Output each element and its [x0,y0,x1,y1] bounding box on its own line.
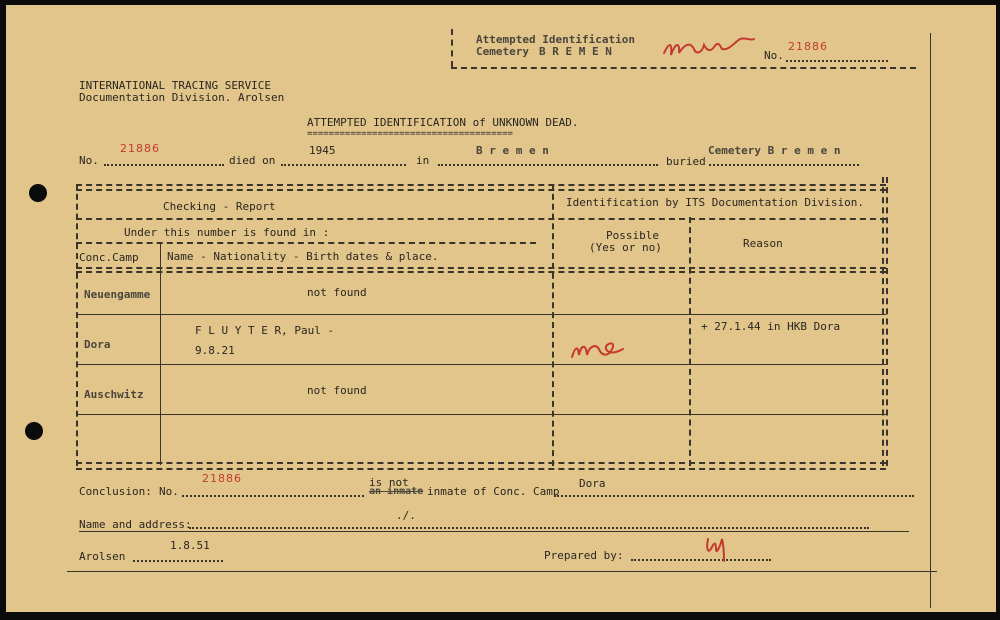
row-camp: Dora [84,338,111,351]
footer-place: Arolsen [79,550,126,563]
conclusion-no-label: No. [159,485,179,498]
name-address-value: ./. [396,509,416,522]
buried-label: buried [666,155,706,168]
stamp-cemetery-name: B R E M E N [539,45,612,58]
no-label: No. [79,154,99,167]
row-reason: + 27.1.44 in HKB Dora [701,320,841,333]
row-camp: Neuengamme [84,288,151,301]
stamp-cemetery-label: Cemetery [476,45,529,58]
row-name: not found [307,384,367,397]
handwritten-no-mark [569,335,627,361]
conclusion-number: 21886 [202,472,242,485]
prepared-by-label: Prepared by: [544,549,624,562]
footer-date: 1.8.51 [170,539,210,552]
in-value: B r e m e n [476,144,549,157]
org-name: INTERNATIONAL TRACING SERVICE [79,79,272,92]
died-on-value: 1945 [309,144,336,157]
form-title: ATTEMPTED IDENTIFICATION of UNKNOWN DEAD. [307,116,579,129]
found-in-header: Under this number is found in : [124,226,330,239]
name-address-label: Name and address: [79,518,192,531]
handwritten-initial-signature [702,533,732,563]
record-card [6,5,996,612]
row-birth-date: 9.8.21 [195,344,235,357]
handwritten-none-mark [662,31,757,61]
row-name: F L U Y T E R, Paul - [195,324,335,337]
form-title-underline: ====================================== [307,129,513,139]
conclusion-text: inmate of Conc. Camp [427,485,560,498]
col-possible: Possible [606,229,659,242]
col-reason: Reason [743,237,783,250]
row-name: not found [307,286,367,299]
buried-value: Cemetery B r e m e n [708,144,841,157]
in-label: in [416,154,430,167]
division-name: Documentation Division. Arolsen [79,91,285,104]
stamp-title: Attempted Identification [476,33,635,46]
died-on-label: died on [229,154,276,167]
punch-hole-top [29,184,47,202]
stamp-number: 21886 [788,40,828,53]
checking-report-header: Checking - Report [163,200,276,213]
conclusion-struck-text: an inmate [369,486,424,497]
conclusion-is-not: is not [369,476,409,489]
conclusion-label: Conclusion: [79,485,152,498]
col-name: Name - Nationality - Birth dates & place. [167,250,439,263]
col-conc-camp: Conc.Camp [79,251,139,264]
record-number: 21886 [120,142,160,155]
identification-header: Identification by ITS Documentation Division. [566,196,865,209]
punch-hole-bottom [25,422,43,440]
conclusion-camp: Dora [579,477,606,490]
stamp-no-label: No. [764,49,784,62]
row-camp: Auschwitz [84,388,144,401]
col-possible-sub: (Yes or no) [589,241,662,254]
